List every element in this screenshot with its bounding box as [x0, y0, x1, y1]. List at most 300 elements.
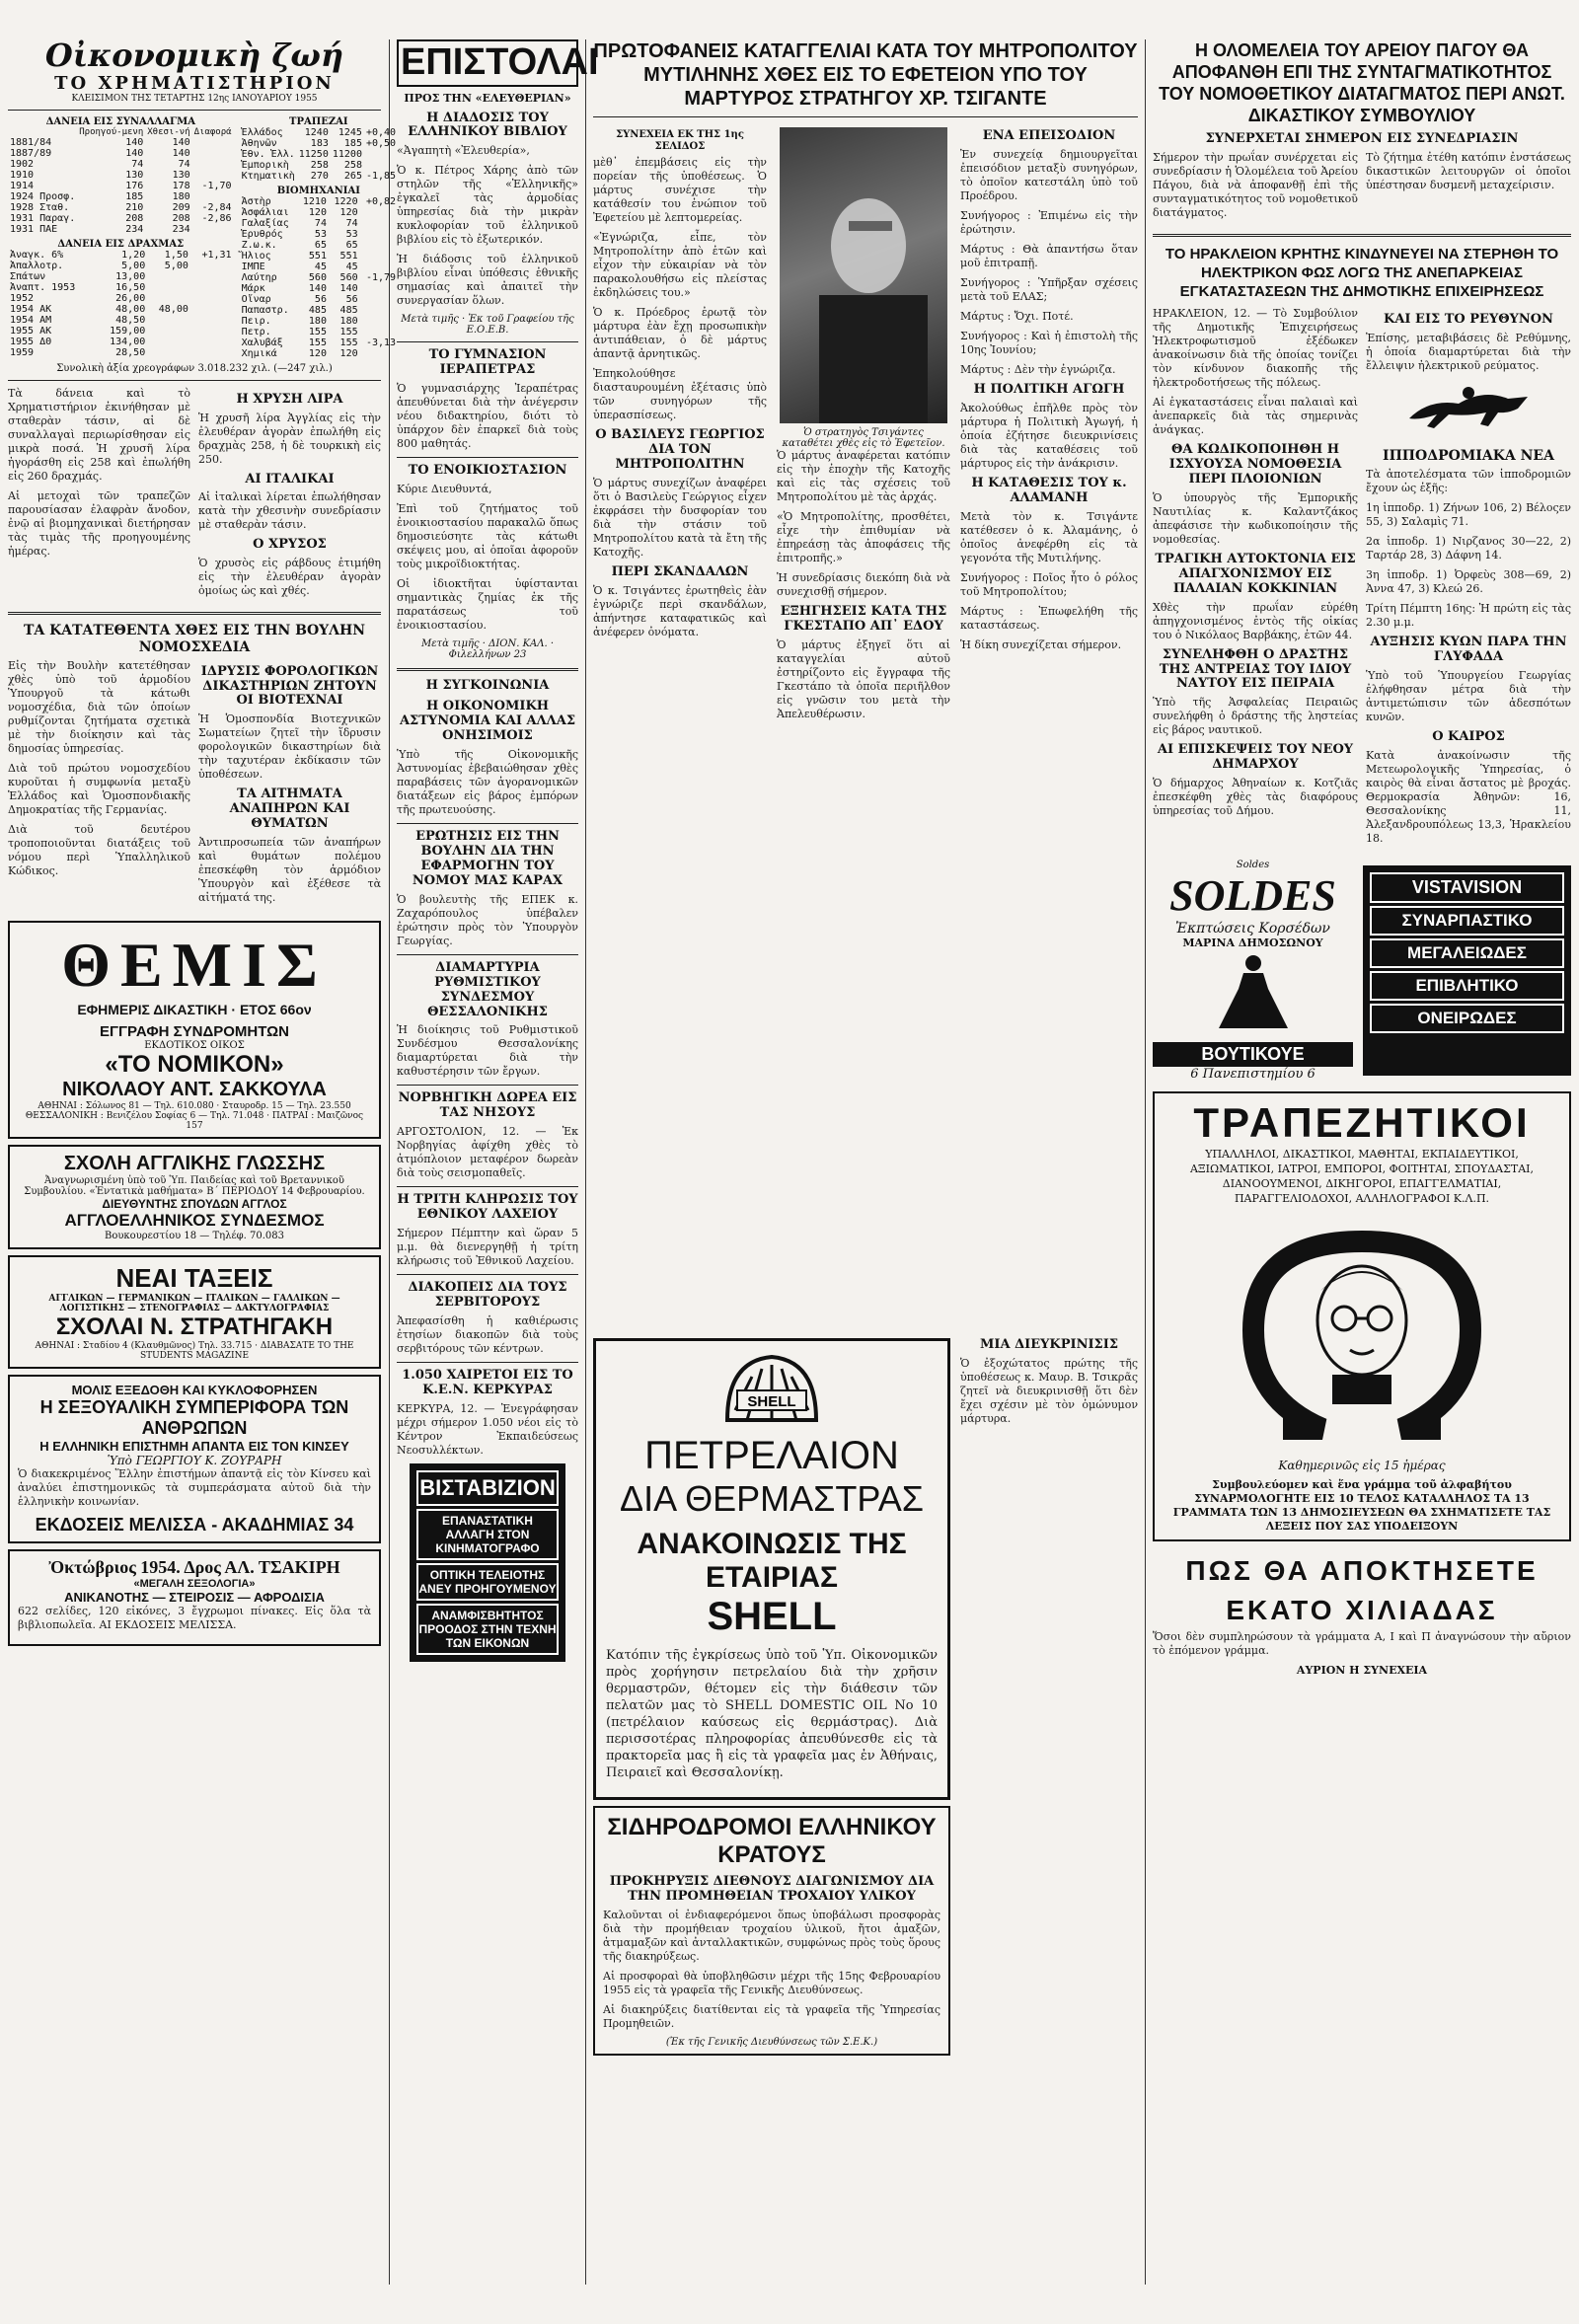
vistavision-line: ΟΝΕΙΡΩΔΕΣ: [1370, 1004, 1564, 1033]
table-cell: [190, 293, 234, 304]
table-cell: 176: [125, 180, 144, 191]
shell-title2: ΔΙΑ ΘΕΡΜΑΣΤΡΑΣ: [620, 1478, 924, 1519]
codif-text: Ὁ ὑπουργὸς τῆς Ἐμπορικῆς Ναυτιλίας κ. Καλαντζάκος ἀπεφάσισε τὴν κωδικοποίησιν τῆς νομοθεσίας.: [1153, 490, 1358, 546]
general-photo: [780, 127, 947, 423]
themis-sub2: ΕΓΓΡΑΦΗ ΣΥΝΔΡΟΜΗΤΩΝ: [99, 1023, 290, 1041]
table-cell: Ἀπαλλοτρ.: [10, 260, 64, 271]
table-cell: 74: [345, 217, 358, 229]
table-row: [240, 127, 399, 138]
table-cell: [360, 218, 398, 229]
turnover-note: Συνολικὴ ἀξία χρεογράφων 3.018.232 χιλ. (—247 χιλ.): [56, 362, 333, 374]
letters-sub7: ΔΙΑΜΑΡΤΥΡΙΑ ΡΥΘΜΙΣΤΙΚΟΥ ΣΥΝΔΕΣΜΟΥ ΘΕΣΣΑΛΟΝΙΚΗΣ: [427, 959, 548, 1019]
vistavision-right-ad: [1363, 865, 1571, 1076]
table-cell: 1931 Παραγ.: [10, 212, 76, 224]
bank-bottom: Συμβουλεύομεν καὶ ἕνα γράμμα τοῦ ἀλφαβήτου ΣΥΝΑΡΜΟΛΟΓΗΤΕ ΕΙΣ 10 ΤΕΛΟΣ ΚΑΤΑΛΛΗΛΟΣ ΤΑ 13 ΓΡΑΜΜΑΤΑ ΤΩΝ 13 ΔΗΜΟΣΙΕΥΣΕΩΝ ΘΑ ΣΧΗΜΑΤΙΣΕΤΕ ΤΑΣ ΛΕΞΕΙΣ ΠΟΥ ΣΑΣ ΥΠΟΔΕΙΞΟΥΝ: [1172, 1477, 1551, 1533]
table-cell: [190, 282, 234, 293]
table-cell: 65: [314, 239, 327, 251]
table-cell: [192, 191, 234, 202]
table-cell: 1924 Προσφ.: [10, 190, 76, 202]
railways-ad: [593, 1806, 950, 2056]
story-text: Ὁ μάρτυς ἀναφέρεται κατόπιν εἰς τὴν ἐποχὴν τῆς Κατοχῆς καὶ εἰς τὰς σχέσεις τοῦ Μητροπολίτου μὲ τὰς ἀρχάς.: [777, 449, 950, 503]
table-cell: 65: [345, 239, 358, 251]
table-cell: Ἀναπτ. 1953: [10, 281, 76, 293]
table-cell: 1954 ΑΚ: [10, 303, 52, 315]
table-cell: [360, 262, 398, 272]
table-row: [240, 327, 399, 337]
horse-title: ΙΠΠΟΔΡΟΜΙΑΚΑ ΝΕΑ: [1383, 447, 1554, 464]
table-cell: -2,84: [201, 201, 232, 213]
shell-title1: ΠΕΤΡΕΛΑΙΟΝ: [644, 1434, 899, 1477]
main-headline: ΠΡΩΤΟΦΑΝΕΙΣ ΚΑΤΑΓΓΕΛΙΑΙ ΚΑΤΑ ΤΟΥ ΜΗΤΡΟΠΟΛΙΤΟΥ ΜΥΤΙΛΗΝΗΣ ΧΘΕΣ ΕΙΣ ΤΟ ΕΦΕΤΕΙΟΝ ΥΠΟ ΤΟΥ ΜΑΡΤΥΡΟΣ ΣΤΡΑΤΗΓΟΥ ΧΡ. ΤΣΙΓΑΝΤΕ: [593, 40, 1138, 110]
english-text: Ἀναγνωρισμένη ὑπὸ τοῦ Ὑπ. Παιδείας καὶ τοῦ Βρεταννικοῦ Συμβουλίου. «Ἐντατικὰ μαθήματα» Β΄ ΠΕΡΙΟΔΟΥ 14 Φεβρουαρίου.: [24, 1175, 365, 1198]
table-cell: 1245: [338, 126, 362, 138]
table-cell: [192, 159, 234, 170]
table-cell: 265: [343, 170, 362, 182]
heraklion-text: Αἱ ἐγκαταστάσεις εἶναι παλαιαὶ καὶ ἀνεπαρκεῖς διὰ τὰς σημερινὰς ἀνάγκας.: [1153, 395, 1358, 436]
table-cell: ΙΜΠΕ: [241, 261, 265, 272]
table-cell: Ζ.ω.κ.: [241, 239, 277, 251]
table-cell: [192, 170, 234, 181]
table-cell: Ἀσφάλιαι: [241, 206, 289, 218]
table-cell: 209: [172, 201, 190, 213]
table-cell: 551: [339, 250, 358, 262]
railways-title: ΣΙΔΗΡΟΔΡΟΜΟΙ ΕΛΛΗΝΙΚΟΥ ΚΡΑΤΟΥΣ: [607, 1814, 937, 1868]
soldes-name: ΜΑΡΙΝΑ ΔΗΜΟΣΩΝΟΥ: [1182, 936, 1323, 949]
letter-text: Σήμερον Πέμπτην καὶ ὥραν 5 μ.μ. θὰ διενεργηθῇ ἡ τρίτη κλήρωσις τοῦ Ἐθνικοῦ Λαχείου.: [397, 1227, 578, 1268]
table-cell: [147, 337, 190, 347]
table-row: [8, 326, 234, 337]
english-name: ΑΓΓΛΟΕΛΛΗΝΙΚΟΣ ΣΥΝΔΕΣΜΟΣ: [64, 1211, 325, 1231]
letter-text: Κύριε Διευθυντά,: [397, 483, 492, 496]
soldes-shop: ΒΟΥΤΙΚΟΥΕ: [1153, 1042, 1353, 1067]
shell-logo-icon: [606, 1351, 938, 1434]
table-cell: Ἀστὴρ: [241, 195, 271, 207]
newclasses-school: ΣΧΟΛΑΙ Ν. ΣΤΡΑΤΗΓΑΚΗ: [55, 1313, 334, 1341]
table-cell: 74: [178, 158, 190, 170]
clarify-text: Ὁ ἐξοχώτατος πρώτης τῆς ὑποθέσεως κ. Μαυρ. Β. Τσικρᾶς ζητεῖ νὰ διευκρινισθῇ ὅτι δὲν ἔχει σχέσιν μὲ τὸν ὁμώνυμον μάρτυρα.: [960, 1356, 1138, 1425]
table-row: [8, 261, 234, 271]
bank-text: ΥΠΑΛΛΗΛΟΙ, ΔΙΚΑΣΤΙΚΟΙ, ΜΑΘΗΤΑΙ, ΕΚΠΑΙΔΕΥΤΙΚΟΙ, ΑΞΙΩΜΑΤΙΚΟΙ, ΙΑΤΡΟΙ, ΕΜΠΟΡΟΙ, ΦΟΙΤΗΤΑΙ, ΣΠΟΥΔΑΣΤΑΙ, ΔΙΑΝΟΟΥΜΕΝΟΙ, ΔΙΚΗΓΟΡΟΙ, ΕΠΑΓΓΕΛΜΑΤΙΑΙ, ΠΑΡΑΓΓΕΛΙΟΔΟΧΟΙ, ΑΛΛΗΛΟΓΡΑΦΟΙ Κ.Λ.Π.: [1189, 1147, 1535, 1205]
table-cell: [190, 347, 234, 358]
table-cell: 56: [345, 293, 358, 305]
tax-title: ΙΔΡΥΣΙΣ ΦΟΡΟΛΟΓΙΚΩΝ ΔΙΚΑΣΤΗΡΙΩΝ ΖΗΤΟΥΝ ΟΙ ΒΙΟΤΕΧΝΑΙ: [200, 663, 379, 709]
table-row: [8, 250, 234, 261]
table-cell: 560: [308, 271, 327, 283]
prize-bottom: ΑΥΡΙΟΝ Η ΣΥΝΕΧΕΙΑ: [1296, 1663, 1428, 1677]
story-text: Συνήγορος : Ἐπιμένω εἰς τὴν ἐρώτησιν.: [960, 208, 1138, 236]
english-sub: ΔΙΕΥΘΥΝΤΗΣ ΣΠΟΥΔΩΝ ΑΓΓΛΟΣ: [102, 1197, 287, 1212]
table-cell: 45: [314, 261, 327, 272]
table-cell: Οἴναρ: [241, 293, 271, 305]
horse-race-icon: [1366, 379, 1571, 442]
themis-house: «ΤΟ ΝΟΜΙΚΟΝ»: [105, 1051, 284, 1079]
table-cell: 208: [172, 212, 190, 224]
industry-header: ΒΙΟΜΗΧΑΝΙΑΙ: [276, 185, 360, 196]
table-cell: 134,00: [110, 336, 146, 347]
table-cell: [190, 315, 234, 326]
story-text: Ἐπηκολούθησε διασταυρουμένη ἐξέτασις ὑπὸ τῶν συνηγόρων τῆς ὑπερασπίσεως.: [593, 367, 767, 421]
right-column: [1153, 39, 1571, 2285]
letters-sub8: ΝΟΡΒΗΓΙΚΗ ΔΩΡΕΑ ΕΙΣ ΤΑΣ ΝΗΣΟΥΣ: [398, 1090, 577, 1121]
table-cell: 1902: [10, 158, 35, 170]
table-cell: [147, 315, 190, 326]
vistavision-line: ΟΠΤΙΚΗ ΤΕΛΕΙΟΤΗΣ ΑΝΕΥ ΠΡΟΗΓΟΥΜΕΝΟΥ: [416, 1563, 559, 1601]
book-pre: ΜΟΛΙΣ ΕΞΕΔΟΘΗ ΚΑΙ ΚΥΚΛΟΦΟΡΗΣΕΝ: [71, 1383, 318, 1398]
table-row: [240, 149, 399, 160]
table-cell: 74: [314, 217, 327, 229]
table-cell: 1240: [304, 126, 329, 138]
table-cell: 120: [339, 347, 358, 359]
table-cell: [360, 240, 398, 251]
table-cell: 140: [172, 136, 190, 148]
book-title: Η ΣΕΞΟΥΑΛΙΚΗ ΣΥΜΠΕΡΙΦΟΡΑ ΤΩΝ ΑΝΘΡΩΠΩΝ: [39, 1397, 349, 1439]
letter-text: Ἡ διάδοσις τοῦ ἑλληνικοῦ βιβλίου εἶναι ὑπόθεσις ἐθνικῆς σημασίας καὶ ἀπαιτεῖ τὴν συνεργασίαν ὅλων.: [397, 253, 578, 308]
table-cell: 155: [339, 337, 358, 348]
letters-column: [397, 39, 599, 2285]
letters-to: ΠΡΟΣ ΤΗΝ «ΕΛΕΥΘΕΡΙΑΝ»: [404, 91, 571, 105]
column-rule: [1145, 39, 1146, 2285]
table-cell: [147, 293, 190, 304]
horse-text: 1η ἱπποδρ. 1) Ζήνων 106, 2) Βέλοςεν 55, 3) Σαλαμὶς 71.: [1366, 500, 1571, 528]
letters-title: ΕΠΙΣΤΟΛΑΙ: [397, 39, 578, 87]
table-cell: Ἀθηνῶν: [241, 137, 277, 149]
market-text: Τὰ δάνεια καὶ τὸ Χρηματιστήριον ἐκινήθησαν μὲ σταθερὰν τάσιν, αἱ δὲ συναλλαγαὶ περιωρίσθησαν εἰς μικρὰ ποσά. Ἡ χρυσῆ λίρα ἠγοράσθη εἰς 258 καὶ ἐπωλήθη εἰς 260 δραχμάς.: [8, 386, 190, 483]
vistavision-brand: ΒΙΣΤΑΒΙΖΙΟΝ: [416, 1470, 559, 1506]
table-cell: [360, 305, 398, 316]
table-cell: Κτηματικὴ: [241, 170, 295, 182]
loans-fx-header: ΔΑΝΕΙΑ ΕΙΣ ΣΥΝΑΛΛΑΓΜΑ: [45, 115, 195, 127]
table-row: [8, 202, 234, 213]
table-cell: 120: [339, 206, 358, 218]
prize-text: Ὅσοι δὲν συμπληρώσουν τὰ γράμματα Α, Ι καὶ Π ἀναγνώσουν τὴν αὔριον τὸ ἑπόμενον γράμμα.: [1153, 1629, 1571, 1657]
table-row: [240, 138, 399, 149]
oct-sub: «ΜΕΓΑΛΗ ΣΕΞΟΛΟΓΙΑ»: [133, 1578, 256, 1591]
table-cell: 183: [310, 137, 329, 149]
table-cell: -1,70: [201, 180, 232, 191]
story-text: «Ὁ Μητροπολίτης, προσθέτει, εἶχε τὴν ἐπιθυμίαν νὰ ἐπηρεάσῃ τὰς ἀποφάσεις τῆς ἐπιτροπῆς.»: [777, 510, 950, 564]
railways-signature: (Ἐκ τῆς Γενικῆς Διευθύνσεως τῶν Σ.Ε.Κ.): [665, 2036, 878, 2048]
table-cell: 120: [308, 347, 327, 359]
table-cell: +1,31: [201, 249, 232, 261]
italian-text: Αἱ ἰταλικαὶ λίρεται ἐπωλήθησαν κατὰ τὴν χθεσινὴν συνεδρίασιν μὲ σταθερὰν τάσιν.: [198, 490, 381, 532]
main-story-area: [593, 39, 1138, 2285]
table-cell: [147, 326, 190, 337]
column-rule: [389, 39, 390, 2285]
vistavision-line: ΣΥΝΑΡΠΑΣΤΙΚΟ: [1370, 906, 1564, 936]
vistavision-ad: [410, 1463, 565, 1662]
table-row: [240, 207, 399, 218]
table-row: [8, 271, 234, 282]
table-row: [240, 262, 399, 272]
table-cell: 53: [345, 228, 358, 240]
dress-icon: [1209, 949, 1298, 1038]
table-cell: 1959: [10, 346, 35, 358]
episode-title: ΕΝΑ ΕΠΕΙΣΟΔΙΟΝ: [982, 128, 1116, 143]
expl-title: ΕΞΗΓΗΣΕΙΣ ΚΑΤΑ ΤΗΣ ΓΚΕΣΤΑΠΟ ΑΠ᾽ ΕΔΟΥ: [780, 604, 947, 634]
table-cell: 258: [343, 159, 362, 171]
shell-title4: SHELL: [707, 1595, 837, 1638]
table-row: [240, 251, 399, 262]
goldsov-text: Ὁ χρυσὸς εἰς ράβδους ἐτιμήθη εἰς τὴν ἐλευθέραν ἀγορὰν ὁμοίως ὡς καὶ χθές.: [198, 557, 381, 598]
railways-sub: ΠΡΟΚΗΡΥΞΙΣ ΔΙΕΘΝΟΥΣ ΔΙΑΓΩΝΙΣΜΟΥ ΔΙΑ ΤΗΝ ΠΡΟΜΗΘΕΙΑΝ ΤΡΟΧΑΙΟΥ ΥΛΙΚΟΥ: [609, 1874, 935, 1904]
table-cell: 185: [125, 190, 144, 202]
table-row: [8, 137, 234, 148]
table-cell: 1910: [10, 169, 35, 181]
table-cell: 48,00: [115, 303, 146, 315]
goldsov-title: Ο ΧΡΥΣΟΣ: [253, 537, 327, 553]
table-cell: 258: [310, 159, 329, 171]
table-cell: 56: [314, 293, 327, 305]
table-cell: 140: [339, 282, 358, 294]
table-cell: 1914: [10, 180, 35, 191]
table-cell: 234: [172, 223, 190, 235]
letters-sub5: Η ΟΙΚΟΝΟΜΙΚΗ ΑΣΤΥΝΟΜΙΑ ΚΑΙ ΑΛΛΑΣ ΟΝΗΣΙΜΟΙΣ: [399, 699, 576, 744]
letter-text: Ὁ γυμνασιάρχης Ἱεραπέτρας ἀπευθύνεται διὰ τὴν ἀνέγερσιν νέου διδακτηρίου, διότι τὸ ὑπάρχον δὲν ἐπαρκεῖ διὰ τοὺς 800 μαθητάς.: [397, 382, 578, 451]
table-cell: Ἐθν. Ἑλλ.: [241, 148, 295, 160]
story-text: Ἡ συνεδρίασις διεκόπη διὰ νὰ συνεχισθῇ σήμερον.: [777, 571, 950, 598]
horse-text: Τρίτη Πέμπτη 16ης: Ἡ πρώτη εἰς τὰς 2.30 μ.μ.: [1366, 601, 1571, 629]
prize-title: ΠΩΣ ΘΑ ΑΠΟΚΤΗΣΕΤΕ ΕΚΑΤΟ ΧΙΛΙΑΔΑΣ: [1185, 1554, 1539, 1625]
table-cell: [190, 271, 234, 282]
gold-text: Ἡ χρυσῆ λίρα Ἀγγλίας εἰς τὴν ἐλευθέραν ἀγορὰν ἐπωλήθη εἰς δραχμὰς 258, ἡ δὲ τουρκικὴ εἰς 250.: [198, 411, 381, 466]
table-cell: 28,50: [115, 346, 146, 358]
cross-text: Ἀκολούθως ἐπῆλθε πρὸς τὸν μάρτυρα ἡ Πολιτικὴ Ἀγωγή, ἡ ὁποία ἐζήτησε διευκρινίσεις διὰ τὰς καταθέσεις τοῦ μάρτυρος εἰς τὴν ἀνάκρισιν.: [960, 401, 1138, 470]
table-cell: 210: [125, 201, 144, 213]
portrait-icon: [780, 127, 947, 423]
book-publisher: ΕΚΔΟΣΕΙΣ ΜΕΛΙΣΣΑ - ΑΚΑΔΗΜΙΑΣ 34: [35, 1515, 354, 1536]
letters-sub2: ΤΟ ΓΥΜΝΑΣΙΟΝ ΙΕΡΑΠΕΤΡΑΣ: [428, 347, 547, 378]
new-classes-ad: [8, 1255, 381, 1369]
table-cell: 159,00: [110, 325, 146, 337]
table-cell: Ἀναγκ. 6%: [10, 249, 64, 261]
cross-title: Η ΠΟΛΙΤΙΚΗ ΑΓΩΓΗ: [973, 381, 1125, 397]
status-title: Η ΚΑΤΑΘΕΣΙΣ ΤΟΥ κ. ΑΛΑΜΑΝΗ: [971, 475, 1127, 505]
oct-sub2: ΑΝΙΚΑΝΟΤΗΣ — ΣΤΕΙΡΟΣΙΣ — ΑΦΡΟΔΙΣΙΑ: [64, 1590, 325, 1606]
shell-logo-text: SHELL: [747, 1393, 796, 1410]
table-cell: 5,00: [164, 260, 188, 271]
themis-sub: ΕΦΗΜΕΡΙΣ ΔΙΚΑΣΤΙΚΗ · ΕΤΟΣ 66ον: [77, 1002, 312, 1018]
areios-text: Σήμερον τὴν πρωΐαν συνέρχεται εἰς συνεδρίασιν ἡ Ὁλομέλεια τοῦ Ἀρείου Πάγου, διὰ νὰ ἀποφανθῇ ἐπὶ τῆς συνταγματικότητος τοῦ νομοθετικοῦ διατάγματος.: [1153, 150, 1358, 219]
table-row: [8, 224, 234, 235]
table-row: [240, 316, 399, 327]
market-text: Αἱ μετοχαὶ τῶν τραπεζῶν παρουσίασαν ἐλαφρὰν ἄνοδον, ἐνῷ αἱ βιομηχανικαὶ διετήρησαν τὰς τιμὰς τῆς προηγουμένης ἡμέρας.: [8, 488, 190, 558]
letter-text: Ἐπὶ τοῦ ζητήματος τοῦ ἐνοικιοστασίου παρακαλῶ ὅπως δημοσιεύσητε τὰς κάτωθι σκέψεις μου, αἱ ὁποῖαι ἀφοροῦν τοὺς μικροϊδιοκτήτας.: [397, 502, 578, 571]
table-cell: 1955 ΑΚ: [10, 325, 52, 337]
table-cell: [364, 149, 398, 160]
table-cell: 48,00: [158, 303, 188, 315]
themis-title: ΘΕΜΙΣ: [61, 930, 328, 1001]
letter-text: Ἀπεφασίσθη ἡ καθιέρωσις ἐτησίων διακοπῶν διὰ τοὺς σερβιτόρους τῶν κέντρων.: [397, 1314, 578, 1356]
table-row: [8, 282, 234, 293]
weather-title: Ο ΚΑΙΡΟΣ: [1432, 728, 1505, 744]
table-cell: [360, 283, 398, 294]
table-row: [240, 272, 399, 283]
loans-dr-header: ΔΑΝΕΙΑ ΕΙΣ ΔΡΑΧΜΑΣ: [57, 238, 185, 250]
table-cell: 270: [310, 170, 329, 182]
banks-header: ΤΡΑΠΕΖΑΙ: [289, 115, 348, 127]
sexology-ad: [8, 1549, 381, 1646]
english-title: ΣΧΟΛΗ ΑΓΓΛΙΚΗΣ ΓΛΩΣΣΗΣ: [63, 1153, 326, 1175]
responsible-text: Ἐπίσης, μεταβιβάσεις δὲ Ρεθύμνης, ἡ ὁποία διαμαρτύρεται διὰ τὴν ἔλλειψιν ἠλεκτρικοῦ ρεύματος.: [1366, 331, 1571, 372]
table-cell: Μάρκ: [241, 282, 265, 294]
loans-dr-table: [8, 250, 234, 358]
table-row: [8, 304, 234, 315]
cyprus-text: Ὑπὸ τοῦ Ὑπουργείου Γεωργίας ἐλήφθησαν μέτρα διὰ τὴν ἀντιμετώπισιν τῶν ἀδεσπότων κυνῶν.: [1366, 668, 1571, 723]
table-cell: 1952: [10, 292, 35, 304]
visits-title: ΑΙ ΕΠΙΣΚΕΨΕΙΣ ΤΟΥ ΝΕΟΥ ΔΗΜΑΡΧΟΥ: [1157, 742, 1354, 773]
continued-note: ΣΥΝΕΧΕΙΑ ΕΚ ΤΗΣ 1ης ΣΕΛΙΔΟΣ: [616, 129, 744, 152]
themis-owner: ΝΙΚΟΛΑΟΥ ΑΝΤ. ΣΑΚΚΟΥΛΑ: [62, 1079, 327, 1101]
soldes-title: SOLDES: [1169, 870, 1336, 920]
vistavision-line: ΜΕΓΑΛΕΙΩΔΕΣ: [1370, 938, 1564, 968]
letters-sub4: Η ΣΥΓΚΟΙΝΩΝΙΑ: [425, 678, 550, 694]
story-text: Μάρτυς : Ἐπωφελήθη τῆς καταστάσεως.: [960, 604, 1138, 632]
table-cell: 11200: [332, 148, 362, 160]
banks-table: [240, 127, 399, 182]
book-text: Ὁ διακεκριμένος Ἕλλην ἐπιστήμων ἀπαντᾷ εἰς τὸν Κίνσευ καὶ ἀναλύει ἐπιστημονικῶς τὰ συμπεράσματα αὐτοῦ διὰ τὴν ἑλληνικὴν κοινωνίαν.: [18, 1467, 371, 1509]
newclasses-title: ΝΕΑΙ ΤΑΞΕΙΣ: [115, 1263, 273, 1294]
themis-addr: ΑΘΗΝΑΙ : Σόλωνος 81 — Τηλ. 610.080 · Σταυροδρ. 15 — Τηλ. 23.550: [38, 1101, 351, 1112]
table-cell: 1220: [334, 195, 358, 207]
story-text: Ἡ δίκη συνεχίζεται σήμερον.: [960, 637, 1122, 651]
soldes-addr: 6 Πανεπιστημίου 6: [1190, 1066, 1316, 1082]
letter-text: «Ἀγαπητὴ «Ἐλευθερία»,: [397, 144, 530, 158]
table-row: [240, 283, 399, 294]
table-cell: 185: [343, 137, 362, 149]
scandal-text: Ὁ κ. Τσιγάντες ἐρωτηθεὶς ἐὰν ἐγνώριζε περὶ σκανδάλων, ἀπήντησε καταφατικῶς καὶ ἀνέφερεν ὀνόματα.: [593, 583, 767, 638]
letters-sub9: Η ΤΡΙΤΗ ΚΛΗΡΩΣΙΣ ΤΟΥ ΕΘΝΙΚΟΥ ΛΑΧΕΙΟΥ: [397, 1192, 578, 1223]
table-row: [240, 218, 399, 229]
table-cell: 1,20: [121, 249, 146, 261]
table-row: [8, 213, 234, 224]
table-cell: -1,79: [365, 271, 397, 283]
table-cell: 208: [125, 212, 144, 224]
table-cell: 26,00: [115, 292, 146, 304]
bills-title: ΤΑ ΚΑΤΑΤΕΘΕΝΤΑ ΧΘΕΣ ΕΙΣ ΤΗΝ ΒΟΥΛΗΝ ΝΟΜΟΣΧΕΔΙΑ: [23, 623, 366, 655]
table-cell: [364, 160, 398, 171]
industry-table: [240, 196, 399, 359]
table-row: [240, 171, 399, 182]
table-cell: +0,40: [365, 126, 397, 138]
table-row: [240, 196, 399, 207]
heraklion-title: ΤΟ ΗΡΑΚΛΕΙΟΝ ΚΡΗΤΗΣ ΚΙΝΔΥΝΕΥΕΙ ΝΑ ΣΤΕΡΗΘΗ ΤΟ ΗΛΕΚΤΡΙΚΟΝ ΦΩΣ ΛΟΓΩ ΤΗΣ ΑΝΕΠΑΡΚΕΙΑΣ ΕΓΚΑΤΑΣΤΑΣΕΩΝ ΤΗΣ ΔΗΜΟΤΙΚΗΣ ΕΠΙΧΕΙΡΗΣΕΩΣ: [1165, 245, 1559, 300]
clarify-title: ΜΙΑ ΔΙΕΥΚΡΙΝΙΣΙΣ: [979, 1337, 1119, 1352]
book-ad: [8, 1375, 381, 1543]
table-cell: 1210: [302, 195, 327, 207]
table-cell: 140: [172, 147, 190, 159]
italian-title: ΑΙ ΙΤΑΛΙΚΑΙ: [245, 471, 335, 487]
shell-title3: ΑΝΑΚΟΙΝΩΣΙΣ ΤΗΣ ΕΤΑΙΡΙΑΣ: [637, 1528, 907, 1594]
vistavision-line: ΕΠΙΒΛΗΤΙΚΟ: [1370, 971, 1564, 1001]
areios-text: Τὸ ζήτημα ἐτέθη κατόπιν ἐνστάσεως δικαστικῶν λειτουργῶν οἱ ὁποῖοι ὑπέστησαν δυσμενῆ μεταχείρισιν.: [1366, 150, 1571, 191]
loans-fx-table: Προηγού-μενη Χθεσι-νή Διαφορά 1881/84 140 140 1887/89 140 140 1902 74 74 1910 130 130 1914 176 178 -1,70 1924 Προσφ. 185 180 1928 Σταθ. 210 209 -2,84 1931 Παραγ. 208 208 -2,86 1931 ΠΑΕ 234 234: [10, 126, 232, 235]
soldes-ad: [1153, 860, 1353, 1082]
table-cell: 1954 ΑΜ: [10, 314, 52, 326]
table-cell: 45: [345, 261, 358, 272]
letters-sub3: ΤΟ ΕΝΟΙΚΙΟΣΤΑΣΙΟΝ: [408, 463, 567, 479]
table-cell: 48,50: [115, 314, 146, 326]
table-cell: 560: [339, 271, 358, 283]
story-text: Συνήγορος : Καὶ ἡ ἐπιστολὴ τῆς 10ης Ἰουνίου;: [960, 329, 1138, 356]
vistavision-line: ΕΠΑΝΑΣΤΑΤΙΚΗ ΑΛΛΑΓΗ ΣΤΟΝ ΚΙΝΗΜΑΤΟΓΡΑΦΟ: [416, 1509, 559, 1560]
table-cell: [147, 347, 190, 358]
horse-text: 2α ἱπποδρ. 1) Νιρζανος 30—22, 2) Ταρτάρ 28, 3) Δάφνη 14.: [1366, 534, 1571, 562]
table-row: [8, 347, 234, 358]
table-row: [8, 315, 234, 326]
table-cell: +0,50: [365, 137, 397, 149]
table-cell: 11250: [298, 148, 329, 160]
table-cell: 16,50: [115, 281, 146, 293]
letter-text: Ὁ κ. Πέτρος Χάρης ἀπὸ τῶν στηλῶν τῆς «Ἑλληνικῆς» ἐγκαλεῖ τὰς ἀρμοδίας ὑπηρεσίας διὰ τὴν μικρὰν κυκλοφορίαν τοῦ ἑλληνικοῦ βιβλίου εἰς τὸ ἐξωτερικόν.: [397, 164, 578, 247]
table-row: [240, 348, 399, 359]
table-row: [8, 148, 234, 159]
table-cell: [190, 261, 234, 271]
areios-title: Η ΟΛΟΜΕΛΕΙΑ ΤΟΥ ΑΡΕΙΟΥ ΠΑΓΟΥ ΘΑ ΑΠΟΦΑΝΘΗ ΕΠΙ ΤΗΣ ΣΥΝΤΑΓΜΑΤΙΚΟΤΗΤΟΣ ΤΟΥ ΝΟΜΟΘΕΤΙΚΟΥ ΔΙΑΤΑΓΜΑΤΟΣ ΠΕΡΙ ΑΝΩΤ. ΔΙΚΑΣΤΙΚΟΥ ΣΥΜΒΟΥΛΙΟΥ: [1159, 40, 1565, 125]
table-cell: 551: [308, 250, 327, 262]
tax-text: Ἡ Ὁμοσπονδία Βιοτεχνικῶν Σωματείων ζητεῖ τὴν ἵδρυσιν φορολογικῶν δικαστηρίων διὰ τὴν ταχυτέραν ἐκδίκασιν τῶν ὑποθέσεων.: [198, 712, 381, 782]
story-text: Συνήγορος : Ὑπῆρξαν σχέσεις μετὰ τοῦ ΕΛΑΣ;: [960, 275, 1138, 303]
gold-title: Η ΧΡΥΣΗ ΛΙΡΑ: [236, 391, 343, 407]
letter-text: Ἡ διοίκησις τοῦ Ρυθμιστικοῦ Συνδέσμου Θεσσαλονίκης διαμαρτύρεται διὰ τὴν καθυστέρησιν τῶν ἔργων.: [397, 1023, 578, 1079]
table-cell: [192, 148, 234, 159]
letter-signature: Μετὰ τιμῆς · Ἐκ τοῦ Γραφείου τῆς Ε.Ο.Ε.Β.: [401, 314, 574, 337]
railways-text: Αἱ διακηρύξεις διατίθενται εἰς τὰ γραφεῖα τῆς Ὑπηρεσίας Προμηθειῶν.: [603, 2002, 940, 2030]
letter-text: Οἱ ἰδιοκτῆται ὑφίστανται σημαντικὰς ζημίας ἐκ τῆς παρατάσεως τοῦ ἐνοικιοστασίου.: [397, 577, 578, 633]
shell-text: Κατόπιν τῆς ἐγκρίσεως ὑπὸ τοῦ Ὑπ. Οἰκονομικῶν πρὸς χορήγησιν πετρελαίου διὰ τὴν χρῆσιν θερμαστρῶν, θέτομεν εἰς τὴν διάθεσιν τῶν πελατῶν μας τὸ SHELL DOMESTIC OIL No 10 (πετρέλαιον καύσεως εἰς θερμάστρας). Διὰ περισσοτέρας πληροφορίας ἀπευθύνεσθε εἰς τὰ πρακτορεῖα μας ἢ εἰς τὰ γραφεῖα μας ἐν Ἀθήναις, Πειραιεῖ καὶ Θεσσαλονίκῃ.: [606, 1648, 938, 1780]
letter-text: ΚΕΡΚΥΡΑ, 12. — Ἐνεγράφησαν μέχρι σήμερον 1.050 νέοι εἰς τὸ Κέντρον Ἐκπαιδεύσεως Νεοσυλλέκτων.: [397, 1401, 578, 1457]
table-cell: [190, 304, 234, 315]
table-row: [8, 159, 234, 170]
column-rule: [585, 39, 586, 2285]
table-cell: 53: [314, 228, 327, 240]
horse-text: Τὰ ἀποτελέσματα τῶν ἱπποδρομιῶν ἔχουν ὡς ἑξῆς:: [1366, 467, 1571, 494]
oct-title: Ὀκτώβριος 1954. Δρος ΑΛ. ΤΣΑΚΙΡΗ: [48, 1557, 340, 1578]
table-row: [240, 294, 399, 305]
story-text: Μάρτυς : Δὲν τὴν ἐγνώριζα.: [960, 362, 1116, 376]
table-cell: 140: [125, 136, 144, 148]
tragic-text: Χθὲς τὴν πρωΐαν εὑρέθη ἀπηγχονισμένος ἐντὸς τῆς οἰκίας του ὁ Νικόλαος Βαρβάκης, ἐτῶν 44.: [1153, 600, 1358, 641]
king-title: Ο ΒΑΣΙΛΕΥΣ ΓΕΩΡΓΙΟΣ ΔΙΑ ΤΟΝ ΜΗΤΡΟΠΟΛΙΤΗΝ: [595, 427, 765, 472]
story-text: Ἐν συνεχείᾳ δημιουργεῖται ἐπεισόδιον μεταξὺ συνηγόρων, τὸ ὁποῖον κατεστάλη ὑπὸ τοῦ Προέδρου.: [960, 147, 1138, 202]
table-cell: 1,50: [164, 249, 188, 261]
economy-column: [8, 37, 397, 2285]
table-cell: Πετρ.: [241, 326, 271, 337]
bills-text: Διὰ τοῦ πρώτου νομοσχεδίου κυροῦται ἡ συμφωνία μεταξὺ Ἑλλάδος καὶ Ὁμοσπονδιακῆς Δημοκρατίας τῆς Γερμανίας.: [8, 761, 190, 816]
closing-note: ΚΛΕΙΣΙΜΟΝ ΤΗΣ ΤΕΤΑΡΤΗΣ 12ης ΙΑΝΟΥΑΡΙΟΥ 1955: [71, 93, 318, 104]
heraklion-text: ΗΡΑΚΛΕΙΟΝ, 12. — Τὸ Συμβούλιον τῆς Δημοτικῆς Ἐπιχειρήσεως Ἠλεκτροφωτισμοῦ ἐξέδωκεν ἀνακοίνωσιν διὰ τῆς ὁποίας τονίζει τὸν κίνδυνον διακοπῆς τῆς ἠλεκτροδοτήσεως τῆς πόλεως.: [1153, 306, 1358, 389]
table-cell: 155: [308, 326, 327, 337]
story-text: «Ἐγνώριζα, εἶπε, τὸν Μητροπολίτην ἀπὸ ἐτῶν καὶ εἶχον τὴν εὐκαιρίαν νὰ τὸν παρακολουθήσω εἰς πλείστας ἐκδηλώσεις του.»: [593, 231, 767, 299]
table-row: [240, 337, 399, 348]
weather-text: Κατὰ ἀνακοίνωσιν τῆς Μετεωρολογικῆς Ὑπηρεσίας, ὁ καιρὸς θὰ εἶναι ἄστατος μὲ βροχάς. Θερμοκρασία Ἀθηνῶν: 16, Θεσσαλονίκης 11, Ἀλεξανδρουπόλεως 13,3, Ἡρακλείου 18.: [1366, 748, 1571, 845]
english-addr: Βουκουρεστίου 18 — Τηλέφ. 70.083: [104, 1231, 285, 1242]
table-cell: Πειρ.: [241, 315, 271, 327]
vistavision-line: ΑΝΑΜΦΙΣΒΗΤΗΤΟΣ ΠΡΟΟΔΟΣ ΣΤΗΝ ΤΕΧΝΗ ΤΩΝ ΕΙΚΟΝΩΝ: [416, 1604, 559, 1655]
bank-title: ΤΡΑΠΕΖΗΤΙΚΟΙ: [1193, 1098, 1531, 1146]
expl-text: Ὁ μάρτυς ἐξηγεῖ ὅτι αἱ καταγγελίαι αὐτοῦ ἐστηρίζοντο εἰς ἔγγραφα τῆς Γκεστάπο τὰ ὁποῖα περιῆλθον εἰς γνῶσιν του μετὰ τὴν Ἀπελευθέρωσιν.: [777, 637, 950, 720]
cyprus-title: ΑΥΞΗΣΙΣ ΚΥΩΝ ΠΑΡΑ ΤΗΝ ΓΛΥΦΑΔΑ: [1370, 634, 1567, 664]
claims-text: Ἀντιπροσωπεία τῶν ἀναπήρων καὶ θυμάτων πολέμου ἐπεσκέφθη τὸν ἁρμόδιον Ὑπουργὸν καὶ ἐξέθεσε τὰ αἰτήματά της.: [198, 836, 381, 905]
themis-pub: ΕΚΔΟΤΙΚΟΣ ΟΙΚΟΣ: [144, 1040, 245, 1052]
table-cell: Ἑλλάδος: [241, 126, 283, 138]
table-row: [8, 191, 234, 202]
table-cell: Σπάτων: [10, 270, 46, 282]
table-cell: 130: [125, 169, 144, 181]
table-cell: 120: [308, 206, 327, 218]
english-school-ad: [8, 1145, 381, 1249]
themis-ad: [8, 921, 381, 1139]
areios-sub: ΣΥΝΕΡΧΕΤΑΙ ΣΗΜΕΡΟΝ ΕΙΣ ΣΥΝΕΔΡΙΑΣΙΝ: [1205, 131, 1519, 146]
